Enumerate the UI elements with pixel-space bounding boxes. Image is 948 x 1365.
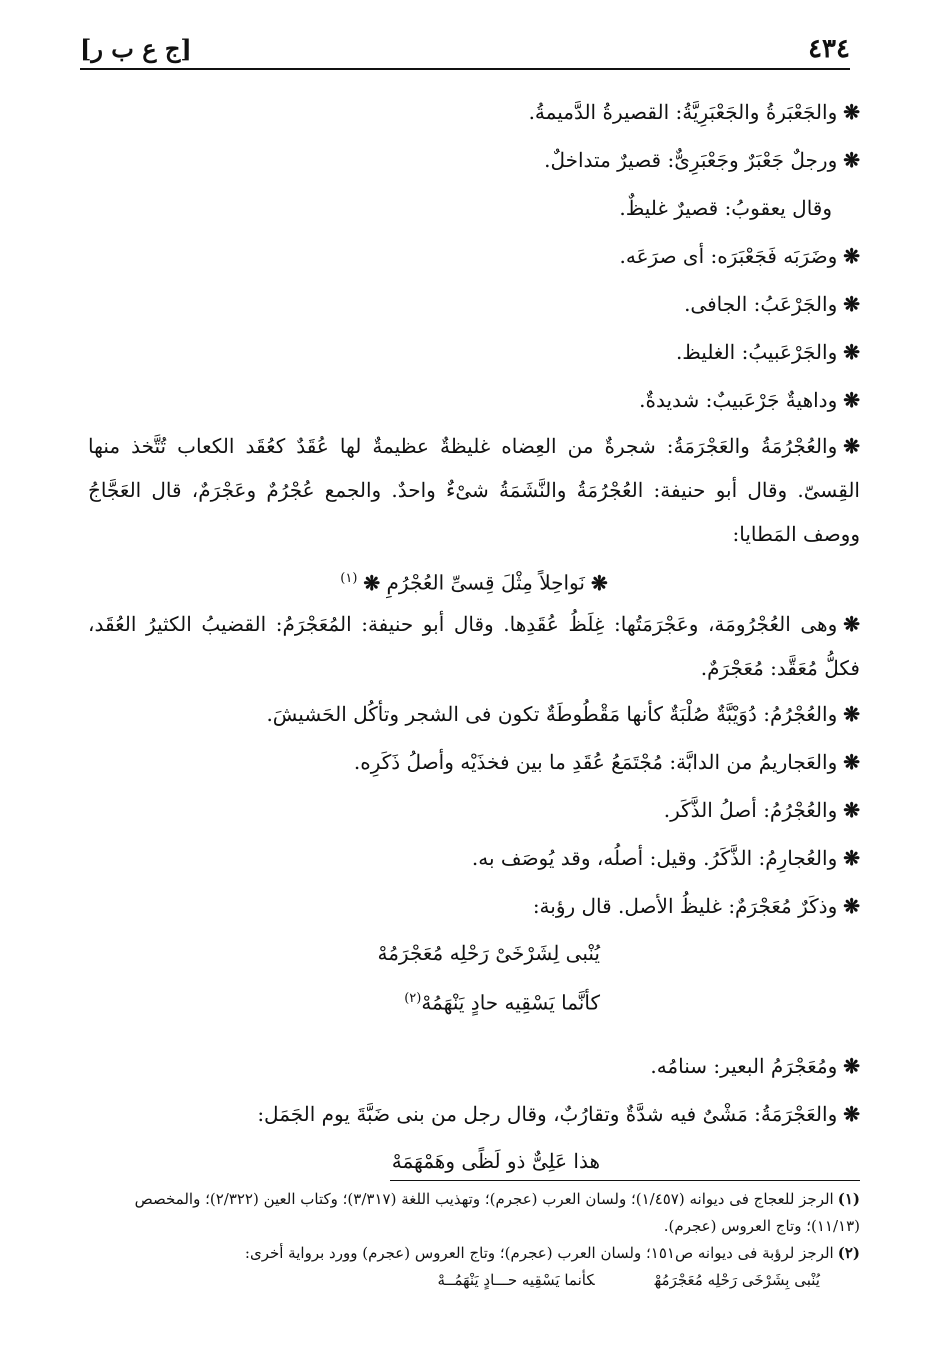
star-icon: ❋ xyxy=(843,894,860,918)
star-icon: ❋ xyxy=(590,570,608,595)
verse-line xyxy=(88,1138,860,1184)
verse-text: يُنْبى لِشَرْخَىْ رَحْلِه مُعَجْرَمُهْ xyxy=(377,941,600,965)
footnote-ref: (١) xyxy=(340,571,358,586)
entry xyxy=(88,232,860,280)
entry-text: والعُجْرُمَةُ والعَجْرَمَةُ: شجرةٌ من العِضاه غليظةٌ عظيمةٌ لها عُقَدٌ كعُقَد الكعاب تُتَّخذ منها القِسىّ. وقال أبو حنيفة: العُجْرُمَةُ والنَّشَمَةُ شىْءٌ واحدٌ. والجمع عُجْرُمٌ وعَجْرَمٌ، قال العَجَّاجُ ووصف المَطايا: xyxy=(88,434,860,546)
footnote-number: (٢) xyxy=(837,1244,860,1262)
star-icon: ❋ xyxy=(843,340,860,364)
star-icon: ❋ xyxy=(843,846,860,870)
verse-line xyxy=(88,930,860,976)
footnote xyxy=(88,1186,860,1240)
star-icon: ❋ xyxy=(843,244,860,268)
page-number: ٤٣٤ xyxy=(808,34,850,64)
entry-text: والعَجْرَمَةُ: مَشْىٌ فيه شدَّةٌ وتقارُبٌ، وقال رجل من بنى ضَبَّةَ يوم الجَمَل: xyxy=(257,1102,838,1126)
verse-text: كأنَّما يَسْقِيه حادٍ يَنْهَمُهْ xyxy=(421,990,600,1015)
entry-text: والعُجارِمُ: الذَّكَرُ. وقيل: أصلُه، وقد يُوصَف به. xyxy=(471,846,838,870)
star-icon: ❋ xyxy=(843,148,860,172)
verse-line xyxy=(88,976,860,1022)
entry-text: والجَرْعَبيبُ: الغليظ. xyxy=(675,340,838,364)
entry xyxy=(88,136,860,184)
header-rule xyxy=(80,68,850,70)
entry-text: والجَعْبَرةُ والجَعْبَرِيَّةُ: القصيرةُ الدَّميمةُ. xyxy=(528,100,838,124)
star-icon: ❋ xyxy=(843,1102,860,1126)
star-icon: ❋ xyxy=(843,1054,860,1078)
entry-text: ومُعَجْرَمُ البعير: سنامُه. xyxy=(650,1054,838,1078)
verse-text: نَواحِلاً مِثْلَ قِسىِّ العُجْرُمِ xyxy=(386,570,585,595)
entry xyxy=(88,1090,860,1138)
star-icon: ❋ xyxy=(843,798,860,822)
entry xyxy=(88,184,860,232)
entry-text: وقال يعقوبُ: قصيرٌ غليظٌ. xyxy=(619,196,832,220)
entry xyxy=(88,424,860,556)
footnote-verse: يُنْبى بِشَرْخَى رَحْلِه مُعَجْرَمُهْ xyxy=(654,1271,820,1289)
footnote-verse: كأنما يَسْقِيه حـــادٍ يَنْهَمُــهْ xyxy=(437,1271,595,1289)
entry-text: وضَرَبَه فَجَعْبَرَه: أى صرَعَه. xyxy=(619,244,838,268)
footnotes xyxy=(88,1186,860,1293)
entry-text: ورجلٌ جَعْبَرٌ وجَعْبَرِىٌّ: قصيرٌ متداخلٌ. xyxy=(544,148,838,172)
footnote-ref: (٢) xyxy=(404,991,422,1006)
entry xyxy=(88,328,860,376)
verse-text: هذا عَلِىٌّ ذو لَظًى وهَمْهَمَهْ xyxy=(391,1149,600,1173)
star-icon: ❋ xyxy=(843,388,860,412)
entry-text: والجَرْعَبُ: الجافى. xyxy=(684,292,838,316)
entry xyxy=(88,882,860,930)
root-letters-heading: [ج ع ب ر] xyxy=(80,34,192,63)
entry xyxy=(88,280,860,328)
footnote-verses xyxy=(88,1267,860,1293)
entry-text: وداهيةٌ جَرْعَبيبٌ: شديدةٌ. xyxy=(639,388,838,412)
entry xyxy=(88,376,860,424)
star-icon: ❋ xyxy=(843,612,860,636)
star-icon: ❋ xyxy=(843,292,860,316)
entry xyxy=(88,1042,860,1090)
footnote-text: الرجز للعجاج فى ديوانه (١/٤٥٧)؛ ولسان العرب (عجرم)؛ وتهذيب اللغة (٣/٣١٧)؛ وكتاب العين (٢/٣٢٢)؛ والمخصص (١١/١٣)؛ وتاج العروس (عجرم). xyxy=(134,1190,860,1235)
star-icon: ❋ xyxy=(363,570,381,595)
star-icon: ❋ xyxy=(843,100,860,124)
main-text xyxy=(88,88,860,1184)
entry-text: وذكَرٌ مُعَجْرَمٌ: غليظُ الأصل. قال رؤبة: xyxy=(532,894,838,918)
entry-text: والعَجاريمُ من الدابَّة: مُجْتَمَعُ عُقَدِ ما بين فخذَيْه وأصلُ ذَكَرِه. xyxy=(353,750,838,774)
page-header xyxy=(80,30,850,68)
entry-text: والعُجْرُمُ: أصلُ الذَّكَر. xyxy=(663,798,838,822)
footnote-rule xyxy=(390,1180,860,1181)
entry xyxy=(88,690,860,738)
footnote-number: (١) xyxy=(837,1190,860,1208)
entry-text: والعُجْرُمُ: دُوَيْبَّةٌ صُلْبَةٌ كأنها مَقْطُوطَةٌ تكون فى الشجر وتأكُل الحَشيشَ. xyxy=(266,702,838,726)
entry xyxy=(88,88,860,136)
entry xyxy=(88,738,860,786)
star-icon: ❋ xyxy=(843,434,860,458)
verse-line xyxy=(88,556,860,602)
entry xyxy=(88,602,860,690)
footnote-text: الرجز لرؤبة فى ديوانه ص١٥١؛ ولسان العرب (عجرم)؛ وتاج العروس (عجرم) وورد برواية أخرى: xyxy=(244,1244,834,1262)
star-icon: ❋ xyxy=(843,702,860,726)
entry xyxy=(88,786,860,834)
entry xyxy=(88,834,860,882)
footnote xyxy=(88,1240,860,1267)
entry-text: وهى العُجْرُومَة، وعَجْرَمَتُها: غِلَظُ عُقَدِها. وقال أبو حنيفة: المُعَجْرَمُ: القضيبُ الكثيرُ العُقَد، فكلُّ مُعَقَّد: مُعَجْرَمٌ. xyxy=(88,612,860,680)
star-icon: ❋ xyxy=(843,750,860,774)
